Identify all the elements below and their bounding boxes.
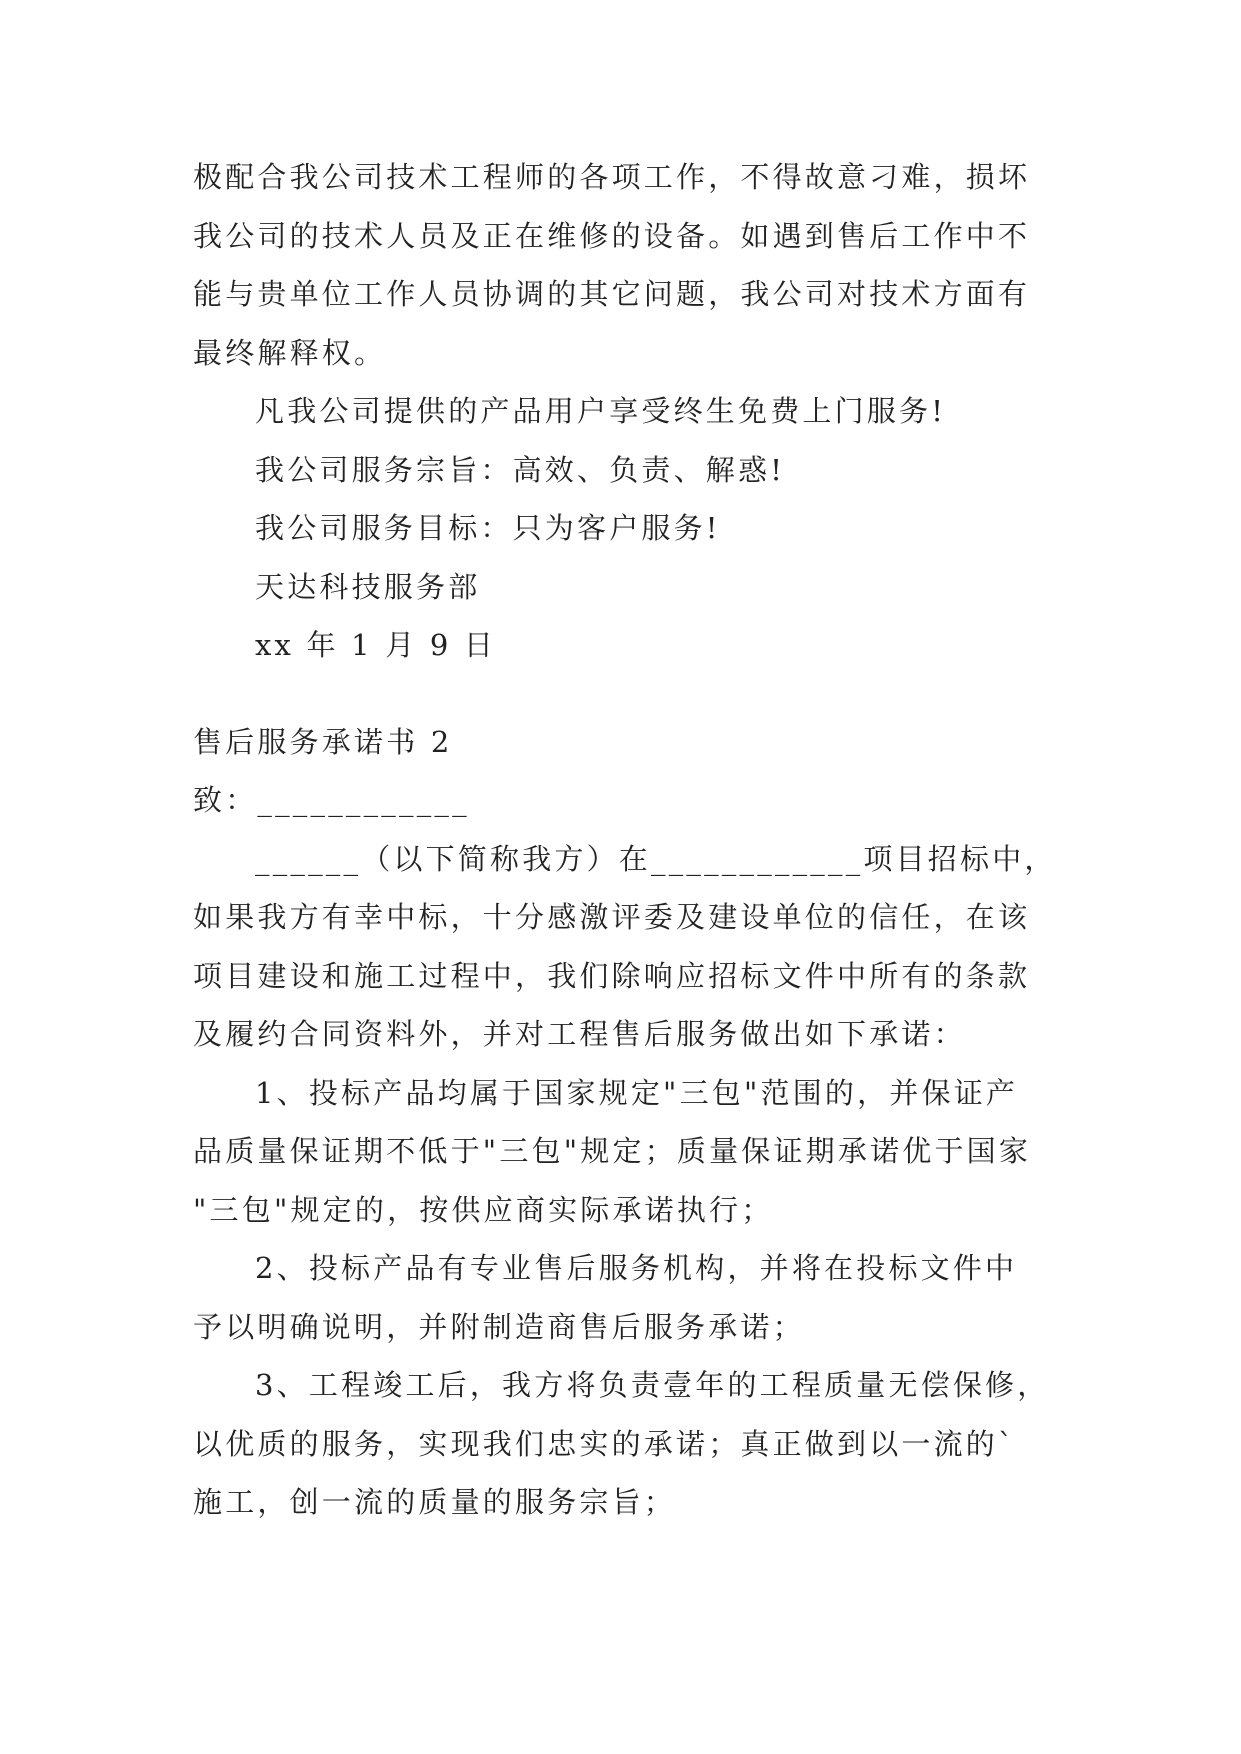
body-line-4: 及履约合同资料外，并对工程售后服务做出如下承诺： xyxy=(193,1017,966,1051)
intro-line-4: 最终解释权。 xyxy=(193,335,387,370)
body-line-3: 项目建设和施工过程中，我们除响应招标文件中所有的条款 xyxy=(193,958,1031,993)
item-1-line-2: 品质量保证期不低于"三包"规定；质量保证期承诺优于国家 xyxy=(193,1134,1032,1168)
document-page xyxy=(193,148,1073,1532)
intro-line-1: 极配合我公司技术工程师的各项工作，不得故意刁难，损坏 xyxy=(193,160,1031,194)
notice-free-service: 凡我公司提供的产品用户享受终生免费上门服务! xyxy=(255,394,947,428)
signature-date: xx 年 1 月 9 日 xyxy=(255,628,497,662)
item-3-line-3: 施工，创一流的质量的服务宗旨； xyxy=(193,1485,677,1519)
item-1-line-1: 1、投标产品均属于国家规定"三包"范围的，并保证产 xyxy=(255,1075,1019,1110)
notice-service-goal: 我公司服务目标：只为客户服务! xyxy=(255,511,721,545)
section-title: 售后服务承诺书 2 xyxy=(193,724,453,759)
item-3-line-2: 以优质的服务，实现我们忠实的承诺；真正做到以一流的` xyxy=(193,1426,1016,1461)
intro-line-2: 我公司的技术人员及正在维修的设备。如遇到售后工作中不 xyxy=(193,218,1031,253)
salutation: 致：____________ xyxy=(193,783,470,817)
item-2-line-2: 予以明确说明，并附制造商售后服务承诺； xyxy=(193,1309,805,1344)
item-3-line-1: 3、工程竣工后，我方将负责壹年的工程质量无偿保修， xyxy=(255,1368,1050,1402)
signature-department: 天达科技服务部 xyxy=(255,569,481,604)
body-line-1: ______（以下简称我方）在____________项目招标中， xyxy=(255,841,1057,876)
intro-line-3: 能与贵单位工作人员协调的其它问题，我公司对技术方面有 xyxy=(193,277,1031,311)
section-gap xyxy=(193,675,1073,713)
notice-service-tenet: 我公司服务宗旨：高效、负责、解惑! xyxy=(255,452,786,487)
item-2-line-1: 2、投标产品有专业售后服务机构，并将在投标文件中 xyxy=(255,1251,1018,1285)
body-line-2: 如果我方有幸中标，十分感激评委及建设单位的信任，在该 xyxy=(193,900,1031,934)
item-1-line-3: "三包"规定的，按供应商实际承诺执行； xyxy=(193,1192,774,1227)
